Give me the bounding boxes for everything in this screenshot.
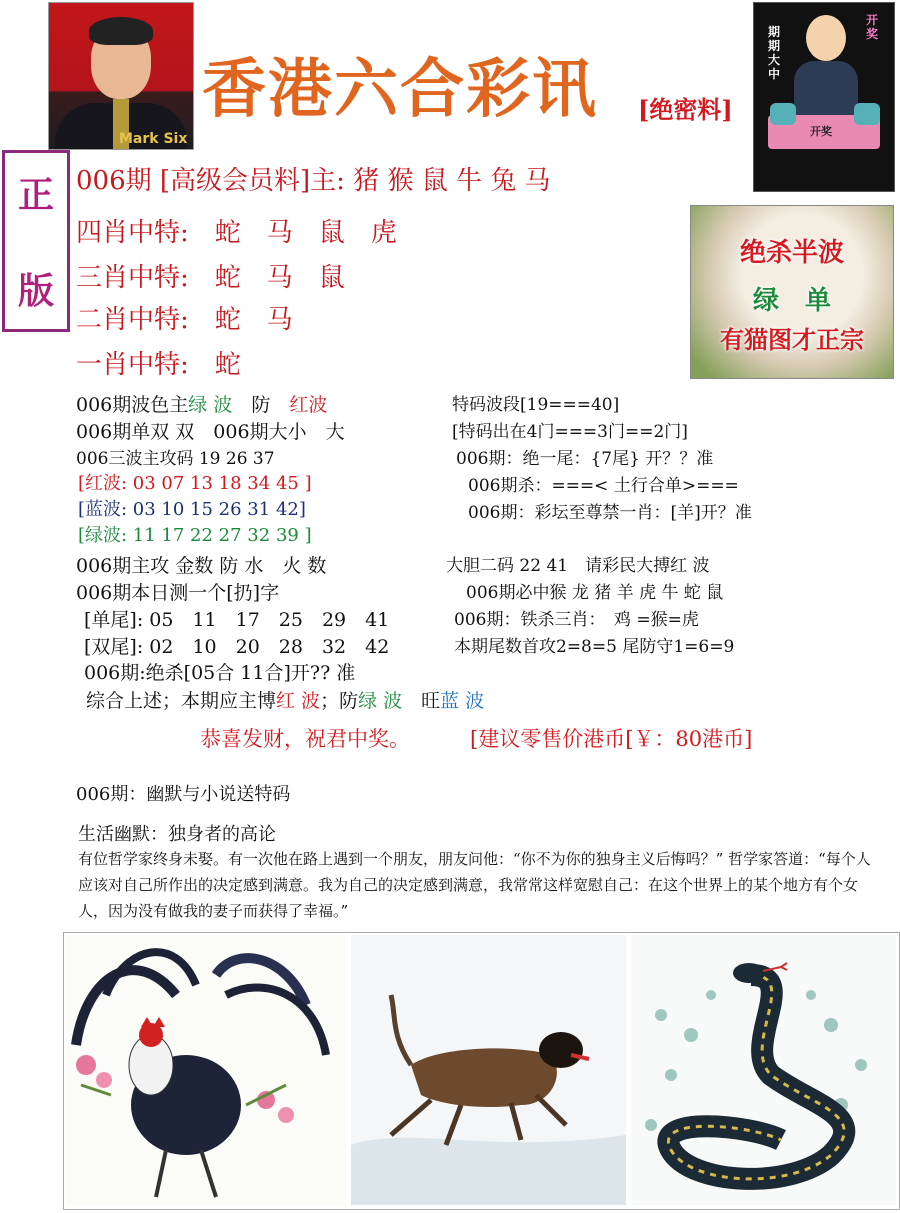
snake-painting — [631, 935, 896, 1205]
cartoon-pot-left — [770, 103, 796, 125]
main-zodiac-line: 006期 [高级会员料]主: 猪 猴 鼠 牛 兔 马 — [76, 166, 551, 196]
host-photo — [48, 2, 194, 150]
story-issue-line: 006期：幽默与小说送特码 — [76, 784, 291, 805]
edition-char-bottom: 版 — [17, 270, 54, 312]
iron-kill-line: 006期：铁杀三肖： 鸡 =猴=虎 — [454, 610, 699, 630]
cartoon-illustration — [753, 2, 895, 192]
one-tail-line: 006期：绝一尾：{7尾} 开？？准 — [456, 449, 714, 469]
three-zodiac-line: 三肖中特: 蛇 马 鼠 — [76, 263, 345, 293]
photo-hair — [89, 17, 153, 45]
summary-c: 旺 — [402, 690, 441, 712]
cartoon-head — [806, 15, 846, 61]
forbidden-line: 006期：彩坛至尊禁一肖：[羊]开？准 — [468, 503, 752, 523]
cartoon-left-caption: 期 期 大 中 — [768, 25, 781, 81]
kill-line: 006期:绝杀[05合 11合]开?? 准 — [84, 662, 356, 684]
summary-b: ；防 — [320, 690, 359, 712]
page-title: 香港六合彩讯 — [202, 53, 598, 127]
cartoon-pot-right — [854, 103, 880, 125]
edition-box — [2, 150, 70, 332]
red-wave-line: [红波: 03 07 13 18 34 45 ] — [78, 473, 312, 494]
four-zodiac-line: 四肖中特: 蛇 马 鼠 虎 — [76, 218, 397, 248]
summary-blue: 蓝 波 — [440, 690, 485, 712]
kill-element-line: 006期杀：===< 土行合单>=== — [468, 476, 739, 496]
story-heading: 生活幽默：独身者的高论 — [78, 824, 276, 845]
wave-mid: 防 — [232, 394, 290, 416]
single-tail-line: [单尾]: 05 11 17 25 29 41 — [84, 609, 390, 631]
edition-char-top: 正 — [17, 174, 54, 216]
cat-promo-box — [690, 205, 894, 379]
wave-main: 绿 波 — [188, 394, 233, 416]
wave-guard: 红波 — [289, 394, 328, 416]
story-body: 有位哲学家终身未娶。有一次他在路上遇到一个朋友，朋友问他：“你不为你的独身主义后悔吗？” 哲学家答道：“每个人应该对自己所作出的决定感到满意。我为自己的决定感到满意，我常常这样宽慰自己：在这个世界上的某个地方有个女人，因为没有做我的妻子而获得了幸福。” — [78, 850, 871, 920]
wave-color-line — [76, 390, 327, 417]
special-range-line: 特码波段[19===40] — [452, 395, 620, 415]
summary-green: 绿 波 — [358, 690, 403, 712]
double-tail-line: [双尾]: 02 10 20 28 32 42 — [84, 636, 390, 658]
paintings-strip — [63, 932, 900, 1210]
bold-two-line: 大胆二码 22 41 请彩民大搏红 波 — [446, 556, 710, 576]
cat-line-1: 绝杀半波 — [739, 238, 844, 268]
main-attack-line: 006期主攻 金数 防 水 火 数 — [76, 555, 327, 577]
summary-line — [86, 686, 484, 713]
cat-line-3: 有猫图才正宗 — [720, 326, 864, 354]
must-hit-line: 006期必中猴 龙 猪 羊 虎 牛 蛇 鼠 — [466, 583, 724, 603]
dog-painting — [351, 935, 626, 1205]
wish-text: 恭喜发财，祝君中奖。 — [200, 727, 410, 751]
rooster-painting — [66, 935, 346, 1205]
one-zodiac-line: 一肖中特: 蛇 — [76, 350, 241, 380]
three-wave-line: 006三波主攻码 19 26 37 — [76, 449, 275, 469]
tail-attack-line: 本期尾数首攻2=8=5 尾防守1=6=9 — [454, 637, 735, 657]
summary-a: 综合上述；本期应主博 — [86, 690, 277, 712]
green-wave-line: [绿波: 11 17 22 27 32 39 ] — [78, 525, 312, 546]
price-text: [建议零售价港币[￥：80港币] — [470, 727, 753, 751]
wave-prefix: 006期波色主 — [76, 394, 189, 416]
title-note: [绝密料] — [638, 95, 733, 124]
single-double-line: 006期单双 双 006期大小 大 — [76, 421, 345, 443]
cat-line-2: 绿 单 — [752, 286, 831, 316]
cartoon-body — [794, 61, 858, 117]
two-zodiac-line: 二肖中特: 蛇 马 — [76, 305, 293, 335]
cartoon-right-caption: 开 奖 — [866, 13, 879, 41]
cartoon-table-tag: 开奖 — [810, 125, 832, 138]
summary-red: 红 波 — [276, 690, 321, 712]
blue-wave-line: [蓝波: 03 10 15 26 31 42] — [78, 499, 306, 520]
char-test-line: 006期本日测一个[扔]字 — [76, 582, 280, 604]
mark-six-logo: Mark Six — [119, 131, 188, 147]
special-door-line: [特码出在4门===3门==2门] — [452, 422, 688, 442]
